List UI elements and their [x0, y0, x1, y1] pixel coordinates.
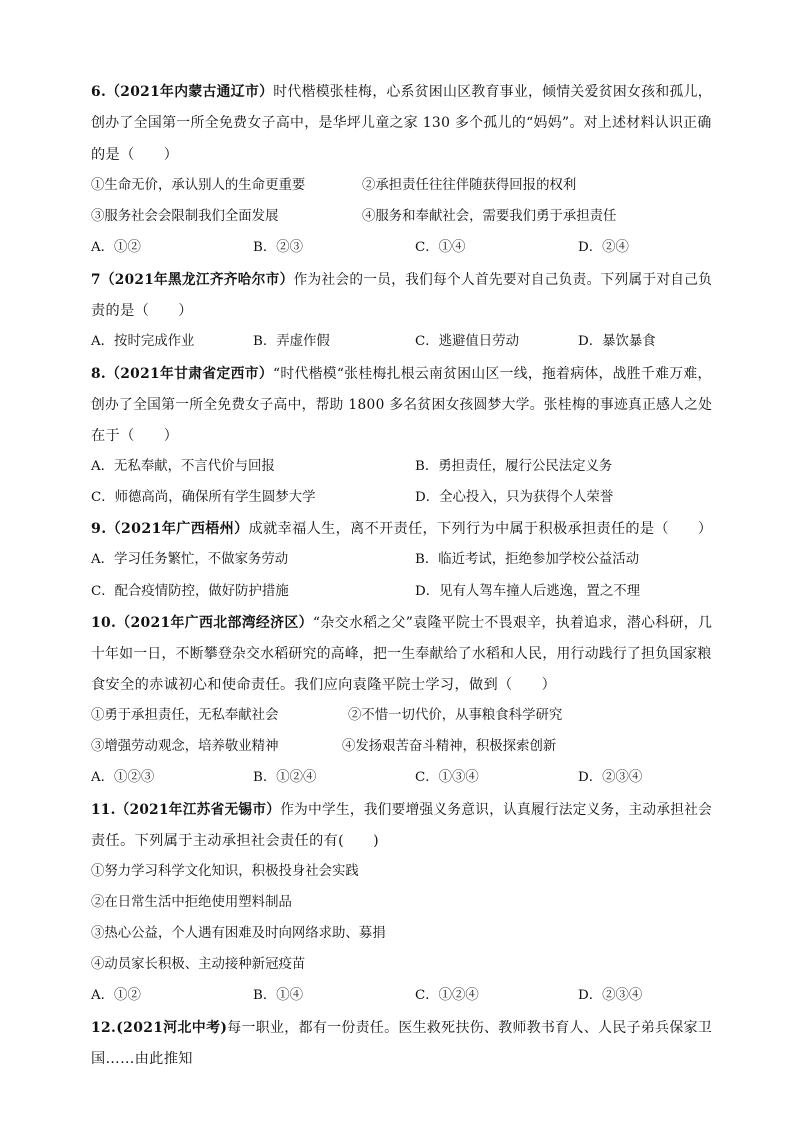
option-d: D．见有人驾车撞人后逃逸，置之不理 [415, 584, 640, 599]
option-d: D．②④ [578, 240, 629, 255]
option-d: D．全心投入，只为获得个人荣誉 [415, 490, 614, 505]
statement-4: ④发扬艰苦奋斗精神，积极探索创新 [342, 739, 557, 754]
question-source: （2021年广西梧州） [106, 521, 249, 537]
question-8-line-3: 在于（ ） [91, 428, 179, 444]
statement-2: ②不惜一切代价，从事粮食科学研究 [348, 708, 563, 723]
statement-4: ④动员家长积极、主动接种新冠疫苗 [91, 957, 306, 972]
option-b: B．临近考试，拒绝参加学校公益活动 [415, 552, 640, 567]
statement-4: ④服务和奉献社会，需要我们勇于承担责任 [362, 209, 617, 224]
option-b: B．②③ [253, 240, 304, 255]
statement-1: ①生命无价，承认别人的生命更重要 [91, 178, 306, 193]
question-11-line-1 [91, 800, 712, 820]
question-number: 11. [91, 802, 116, 818]
option-b: B．勇担责任，履行公民法定义务 [415, 459, 613, 474]
option-b: B．①④ [253, 988, 304, 1003]
option-a: A．按时完成作业 [91, 334, 195, 349]
question-stem-text: 成就幸福人生，离不开责任，下列行为中属于积极承担责任的是（ ） [248, 521, 713, 537]
statement-1: ①勇于承担责任，无私奉献社会 [91, 708, 279, 723]
question-9-line-1 [91, 519, 712, 539]
option-a: A．①② [91, 988, 141, 1003]
option-a: A．学习任务繁忙，不做家务劳动 [91, 552, 289, 567]
question-number: 10. [91, 615, 117, 631]
option-a: A．①② [91, 240, 141, 255]
option-d: D．②③④ [578, 770, 643, 785]
statement-1: ①努力学习科学文化知识，积极投身社会实践 [91, 864, 359, 879]
question-source: （2021年内蒙古通辽市） [106, 84, 274, 100]
question-12-line-2: 国……由此推知 [91, 1051, 193, 1067]
question-10-line-1 [91, 613, 712, 633]
option-c: C．师德高尚，确保所有学生圆梦大学 [91, 490, 316, 505]
question-8-line-2: 创办了全国第一所全免费女子高中，帮助 1800 多名贫困女孩圆梦大学。张桂梅的事迹真正感人之处 [91, 397, 713, 413]
statement-3: ③热心公益，个人遇有困难及时向网络求助、募捐 [91, 926, 386, 941]
question-stem-text: 时代楷模张桂梅，心系贫困山区教育事业，倾情关爱贫困女孩和孤儿， [273, 84, 712, 100]
question-8-line-1 [91, 364, 712, 384]
option-d: D．暴饮暴食 [578, 334, 656, 349]
question-6-line-2: 创办了全国第一所全免费女子高中，是华坪儿童之家 130 多个孤儿的“妈妈”。对上述材料认识正确 [91, 115, 712, 131]
question-10-line-3: 食安全的赤诚初心和使命责任。我们应向袁隆平院士学习，做到（ ） [91, 677, 557, 693]
question-12-line-1 [91, 1018, 712, 1038]
question-source: （2021年甘肃省定西市） [106, 366, 273, 382]
question-6-line-1 [91, 82, 712, 102]
option-c: C．逃避值日劳动 [415, 334, 519, 349]
question-stem-text: 作为社会的一员，我们每个人首先要对自己负责。下列属于对自己负 [293, 272, 713, 288]
option-c: C．①④ [415, 240, 466, 255]
question-source: （2021年江苏省无锡市） [115, 802, 281, 818]
question-number: 7 [91, 272, 101, 288]
statement-3: ③增强劳动观念，培养敬业精神 [91, 739, 279, 754]
question-source: （2021年黑龙江齐齐哈尔市） [100, 272, 294, 288]
option-a: A．①②③ [91, 770, 155, 785]
question-stem-text: “杂交水稻之父”袁隆平院士不畏艰辛，执着追求，潜心科研，几 [312, 615, 713, 631]
question-11-line-2: 责任。下列属于主动承担社会责任的有( ) [91, 833, 379, 849]
option-b: B．弄虚作假 [253, 334, 330, 349]
question-stem-text: 作为中学生，我们要增强义务意识，认真履行法定义务，主动承担社会 [280, 802, 713, 818]
option-c: C．配合疫情防控，做好防护措施 [91, 584, 289, 599]
question-stem-text: 每一职业，都有一份责任。医生救死扶伤、教师教书育人、人民子弟兵保家卫 [227, 1020, 713, 1036]
option-d: D．②③④ [578, 988, 643, 1003]
question-number: 6. [91, 84, 107, 100]
option-c: C．①③④ [415, 770, 479, 785]
question-number: 12. [91, 1020, 117, 1036]
statement-3: ③服务社会会限制我们全面发展 [91, 209, 279, 224]
question-source: （2021年广西北部湾经济区） [116, 615, 313, 631]
statement-2: ②在日常生活中拒绝使用塑料制品 [91, 895, 292, 910]
option-c: C．①②④ [415, 988, 479, 1003]
question-stem-text: “时代楷模“张桂梅扎根云南贫困山区一线，拖着病体，战胜千难万难， [272, 366, 712, 382]
question-10-line-2: 十年如一日，不断攀登杂交水稻研究的高峰，把一生奉献给了水稻和人民，用行动践行了担负国家粮 [91, 646, 712, 662]
option-b: B．①②④ [253, 770, 317, 785]
question-6-line-3: 的是（ ） [91, 147, 179, 163]
question-source: (2021河北中考) [116, 1020, 228, 1036]
question-number: 8. [91, 366, 107, 382]
question-7-line-1 [91, 270, 712, 290]
statement-2: ②承担责任往往伴随获得回报的权利 [362, 178, 577, 193]
question-number: 9. [91, 521, 107, 537]
question-7-line-2: 责的是（ ） [91, 303, 193, 319]
option-a: A．无私奉献，不言代价与回报 [91, 459, 275, 474]
